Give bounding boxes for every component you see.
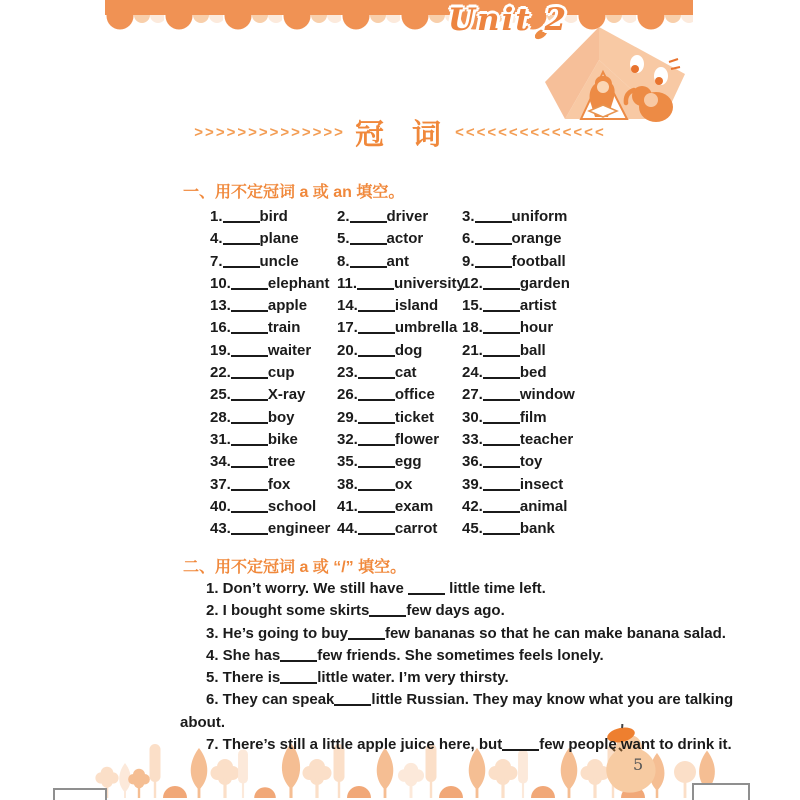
blank-line	[358, 443, 395, 446]
item-number: 33.	[462, 430, 483, 448]
word-item	[210, 451, 337, 473]
word-item	[210, 474, 337, 496]
blank-line	[358, 376, 395, 379]
word-item	[210, 407, 337, 429]
word-item	[337, 474, 462, 496]
item-number: 18.	[462, 319, 483, 337]
unit-label: Unit 2	[448, 2, 569, 38]
item-number: 45.	[462, 520, 483, 538]
item-word: driver	[386, 208, 429, 225]
blank-line	[483, 331, 520, 334]
blank-line	[358, 331, 395, 334]
elephant-ear	[644, 93, 658, 107]
word-item	[462, 251, 575, 273]
girl-face	[597, 81, 609, 93]
blank-line	[231, 488, 268, 491]
sentence-pre: 3. He’s going to buy	[206, 624, 348, 642]
blank-line	[231, 287, 268, 290]
word-item	[337, 295, 462, 317]
item-word: uncle	[259, 252, 299, 270]
title-arrows-left: >>>>>>>>>>>>>>	[194, 124, 345, 141]
word-item	[337, 273, 465, 295]
blank-line	[231, 309, 268, 312]
item-word: office	[394, 386, 435, 404]
word-item	[337, 518, 462, 540]
item-word: umbrella	[394, 319, 458, 337]
item-number: 28.	[210, 408, 231, 426]
word-item	[210, 206, 337, 228]
item-word: toy	[519, 453, 543, 471]
blank-line	[483, 398, 520, 401]
blank-line	[223, 220, 260, 223]
blank-line	[369, 614, 406, 617]
item-word: fox	[267, 475, 291, 493]
item-number: 25.	[210, 386, 231, 404]
blank-line	[231, 532, 268, 535]
item-word: bike	[267, 430, 298, 448]
blank-line	[334, 703, 371, 706]
item-number: 36.	[462, 453, 483, 471]
word-fill-list	[210, 206, 575, 540]
blank-line	[475, 265, 512, 268]
item-word: film	[519, 408, 547, 426]
blank-line	[502, 748, 539, 751]
word-item	[337, 206, 462, 228]
blank-line	[358, 532, 395, 535]
blank-line	[223, 265, 260, 268]
item-word: ant	[386, 252, 410, 270]
item-number: 1.	[210, 208, 223, 225]
item-number: 15.	[462, 297, 483, 315]
item-number: 30.	[462, 408, 483, 426]
item-word: window	[519, 386, 575, 404]
item-word: ball	[519, 341, 546, 359]
item-word: elephant	[267, 274, 330, 292]
item-word: carrot	[394, 520, 438, 538]
item-number: 5.	[337, 230, 350, 248]
blank-line	[483, 510, 520, 513]
word-item	[210, 496, 337, 518]
item-number: 4.	[210, 230, 223, 248]
blank-line	[350, 242, 387, 245]
item-word: university	[394, 274, 465, 292]
blank-line	[223, 242, 260, 245]
word-item	[210, 228, 337, 250]
blank-line	[358, 309, 395, 312]
word-item	[337, 340, 462, 362]
sentence-pre: 4. She has	[206, 646, 281, 664]
item-number: 31.	[210, 430, 231, 448]
blank-line	[358, 398, 395, 401]
sentence-pre: 5. There is	[206, 669, 281, 687]
blank-line	[280, 681, 317, 684]
blank-line	[357, 287, 394, 290]
item-number: 19.	[210, 341, 231, 359]
word-item	[210, 518, 337, 540]
item-number: 43.	[210, 520, 231, 538]
item-number: 3.	[462, 208, 475, 225]
item-word: teacher	[519, 430, 574, 448]
sentence-post: little water. I’m very thirsty.	[317, 669, 509, 687]
blank-line	[231, 398, 268, 401]
item-word: hour	[519, 319, 554, 337]
blank-line	[483, 532, 520, 535]
blank-line	[231, 421, 268, 424]
sentence-post: few people want to drink it.	[539, 736, 732, 754]
exercise-two-heading: 二、用不定冠词 a 或 “/” 填空。	[183, 559, 407, 576]
item-word: orange	[511, 230, 562, 248]
item-number: 21.	[462, 341, 483, 359]
item-number: 41.	[337, 497, 358, 515]
word-item	[462, 384, 575, 406]
sentence	[180, 578, 732, 600]
blank-line	[358, 465, 395, 468]
title-arrows-right: <<<<<<<<<<<<<<	[455, 124, 606, 141]
blank-line	[483, 287, 520, 290]
blank-line	[483, 354, 520, 357]
item-word: ticket	[394, 408, 435, 426]
item-number: 2.	[337, 208, 350, 225]
item-word: X-ray	[267, 386, 306, 404]
page-title: 冠 词	[354, 119, 446, 151]
blank-line	[350, 220, 387, 223]
word-item	[210, 362, 337, 384]
item-word: plane	[259, 230, 299, 248]
exercise-one-heading: 一、用不定冠词 a 或 an 填空。	[183, 184, 405, 201]
word-item	[210, 340, 337, 362]
word-item	[462, 295, 575, 317]
item-word: school	[267, 497, 317, 515]
sentence	[180, 600, 732, 622]
item-word: waiter	[267, 341, 312, 359]
blank-line	[358, 510, 395, 513]
blank-line	[475, 220, 512, 223]
sentence	[180, 623, 732, 645]
word-item	[337, 228, 462, 250]
item-word: dog	[394, 341, 423, 359]
item-number: 24.	[462, 364, 483, 382]
word-item	[210, 251, 337, 273]
item-word: bed	[519, 364, 547, 382]
sentence	[180, 667, 732, 689]
sentence-post: little time left.	[445, 580, 546, 597]
item-word: artist	[519, 297, 557, 315]
item-number: 35.	[337, 453, 358, 471]
item-number: 38.	[337, 475, 358, 493]
item-word: boy	[267, 408, 295, 426]
item-word: cat	[394, 364, 417, 382]
blank-line	[348, 637, 385, 640]
item-word: island	[394, 297, 439, 315]
word-item	[462, 273, 575, 295]
item-number: 29.	[337, 408, 358, 426]
word-item	[462, 228, 575, 250]
blank-line	[350, 265, 387, 268]
item-word: football	[511, 252, 566, 270]
sentence-pre: 2. I bought some skirts	[206, 602, 370, 620]
blank-line	[280, 659, 317, 662]
item-number: 20.	[337, 341, 358, 359]
blank-line	[358, 488, 395, 491]
word-item	[210, 384, 337, 406]
blank-line	[231, 510, 268, 513]
item-number: 11.	[337, 274, 358, 292]
item-number: 8.	[337, 252, 350, 270]
item-word: train	[267, 319, 301, 337]
item-number: 6.	[462, 230, 475, 248]
word-item	[210, 317, 337, 339]
word-item	[337, 317, 462, 339]
item-number: 14.	[337, 297, 358, 315]
item-word: cup	[267, 364, 295, 382]
item-number: 22.	[210, 364, 231, 382]
item-number: 27.	[462, 386, 483, 404]
blank-line	[408, 592, 445, 595]
word-item	[210, 273, 337, 295]
sentence-wrap: about.	[180, 713, 225, 731]
blank-line	[358, 421, 395, 424]
item-number: 34.	[210, 453, 231, 471]
blank-line	[483, 465, 520, 468]
word-item	[337, 451, 462, 473]
item-word: garden	[519, 274, 570, 292]
item-number: 26.	[337, 386, 358, 404]
word-item	[462, 206, 575, 228]
word-item	[462, 451, 575, 473]
item-number: 37.	[210, 475, 231, 493]
item-number: 42.	[462, 497, 483, 515]
tent-illustration	[535, 24, 690, 124]
word-item	[462, 429, 575, 451]
page-number: 5	[633, 755, 644, 774]
sentence-pre: 6. They can speak	[206, 691, 335, 709]
footer-box-left	[53, 788, 107, 800]
item-word: exam	[394, 497, 434, 515]
sentence-post: few bananas so that he can make banana salad.	[384, 624, 726, 642]
word-item	[337, 429, 462, 451]
item-number: 9.	[462, 252, 475, 270]
item-number: 23.	[337, 364, 358, 382]
word-item	[337, 407, 462, 429]
word-item	[462, 407, 575, 429]
item-number: 13.	[210, 297, 231, 315]
word-item	[337, 384, 462, 406]
word-item	[462, 317, 575, 339]
item-number: 17.	[337, 319, 358, 337]
item-word: insect	[519, 475, 564, 493]
item-word: apple	[267, 297, 308, 315]
word-item	[210, 295, 337, 317]
word-item	[462, 496, 575, 518]
blank-line	[483, 376, 520, 379]
item-number: 32.	[337, 430, 358, 448]
item-number: 16.	[210, 319, 231, 337]
blank-line	[231, 354, 268, 357]
word-item	[462, 362, 575, 384]
item-word: actor	[386, 230, 424, 248]
item-number: 40.	[210, 497, 231, 515]
word-item	[210, 429, 337, 451]
word-item	[462, 340, 575, 362]
footer-box-right	[692, 783, 750, 800]
blank-line	[231, 443, 268, 446]
item-word: bird	[259, 208, 288, 225]
item-word: animal	[519, 497, 568, 515]
item-number: 12.	[462, 274, 483, 292]
blank-line	[483, 309, 520, 312]
item-number: 44.	[337, 520, 358, 538]
word-item	[337, 362, 462, 384]
word-item	[337, 496, 462, 518]
word-item	[462, 474, 575, 496]
blank-line	[483, 443, 520, 446]
item-number: 39.	[462, 475, 483, 493]
blank-line	[231, 376, 268, 379]
item-number: 10.	[210, 274, 231, 292]
sentence-post: few friends. She sometimes feels lonely.	[317, 646, 604, 664]
sentence-post: few days ago.	[406, 602, 505, 620]
sentence	[180, 689, 732, 734]
item-word: bank	[519, 520, 555, 538]
sentence-fill-list	[180, 578, 732, 756]
item-word: engineer	[267, 520, 331, 538]
blank-line	[475, 242, 512, 245]
blank-line	[358, 354, 395, 357]
word-item	[337, 251, 462, 273]
item-word: flower	[394, 430, 440, 448]
item-word: ox	[394, 475, 413, 493]
item-word: egg	[394, 453, 422, 471]
blank-line	[483, 421, 520, 424]
header-border-bar	[105, 0, 693, 15]
item-number: 7.	[210, 252, 223, 270]
blank-line	[231, 331, 268, 334]
blank-line	[231, 465, 268, 468]
word-item	[462, 518, 575, 540]
blank-line	[483, 488, 520, 491]
sentence-post: little Russian. They may know what you are talking	[371, 691, 734, 709]
item-word: tree	[267, 453, 296, 471]
item-word: uniform	[511, 208, 568, 225]
sentence	[180, 645, 732, 667]
sentence-pre: 1. Don’t worry. We still have	[206, 580, 408, 597]
sentence	[180, 734, 732, 756]
sentence-pre: 7. There’s still a little apple juice here, but	[206, 736, 503, 754]
